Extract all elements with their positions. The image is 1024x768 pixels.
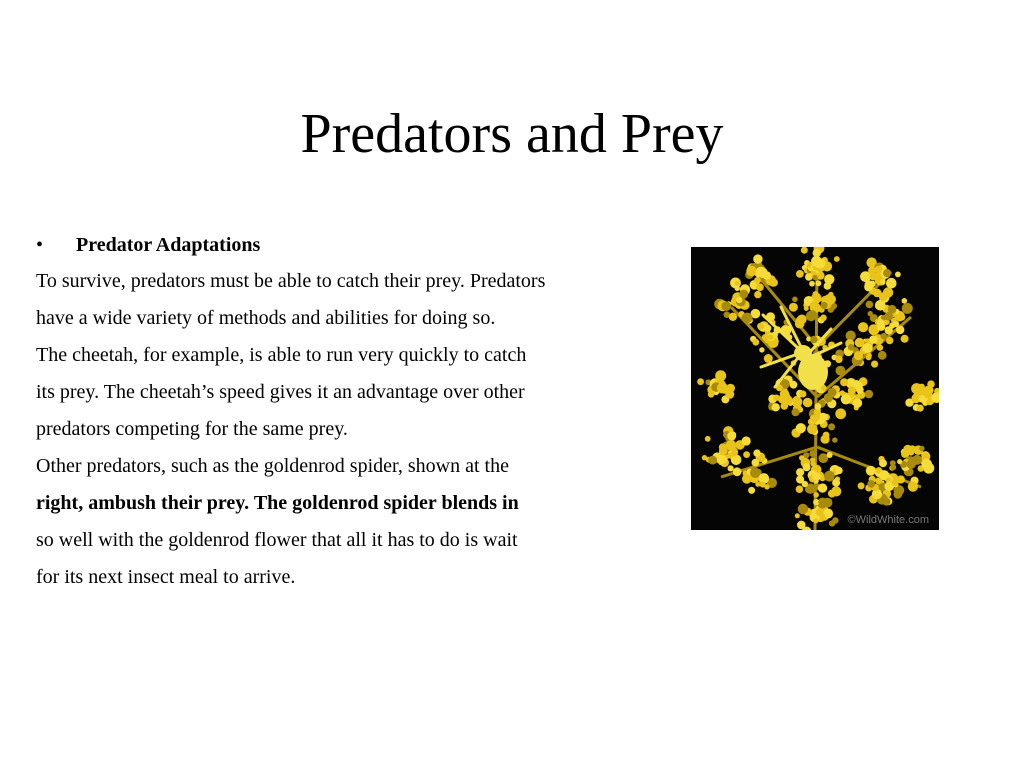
flower-floret — [858, 322, 868, 332]
flower-floret — [883, 269, 891, 277]
flower-floret — [909, 445, 917, 453]
flower-floret — [878, 351, 887, 360]
body-line: To survive, predators must be able to catch their prey. Predators — [36, 270, 546, 292]
body-line: right, ambush their prey. The goldenrod spider blends in — [36, 492, 519, 514]
flower-floret — [708, 391, 715, 398]
flower-floret — [879, 459, 887, 467]
flower-floret — [856, 386, 864, 394]
flower-floret — [772, 403, 780, 411]
flower-floret — [796, 270, 804, 278]
flower-floret — [781, 392, 790, 401]
photo-watermark: ©WildWhite.com — [847, 514, 929, 526]
flower-floret — [893, 490, 902, 499]
flower-floret — [760, 456, 765, 461]
flower-floret — [773, 395, 779, 401]
flower-floret — [828, 423, 835, 430]
flower-floret — [812, 291, 818, 297]
flower-floret — [919, 446, 924, 451]
flower-floret — [883, 287, 893, 297]
flower-floret — [862, 343, 872, 353]
flower-floret — [799, 391, 806, 398]
flower-floret — [798, 504, 808, 514]
flower-floret — [733, 467, 742, 476]
flower-floret — [728, 465, 734, 471]
flower-floret — [917, 405, 924, 412]
flower-floret — [867, 353, 872, 358]
flower-floret — [792, 408, 800, 416]
flower-floret — [877, 319, 884, 326]
flower-floret — [750, 468, 760, 478]
flower-floret — [824, 274, 834, 284]
flower-floret — [829, 520, 835, 526]
flower-floret — [729, 313, 737, 321]
flower-floret — [796, 475, 804, 483]
body-line: have a wide variety of methods and abilities for doing so. — [36, 307, 496, 329]
flower-floret — [895, 272, 901, 278]
flower-floret — [836, 366, 846, 376]
flower-floret — [753, 254, 762, 263]
goldenrod-spider-photo — [691, 247, 939, 530]
bullet-heading: Predator Adaptations — [76, 234, 261, 256]
flower-floret — [754, 291, 761, 298]
flower-floret — [866, 466, 876, 476]
flower-floret — [821, 435, 830, 444]
flower-floret — [818, 483, 827, 492]
flower-floret — [748, 487, 755, 494]
flower-floret — [810, 336, 817, 343]
flower-floret — [742, 474, 752, 484]
flower-floret — [812, 472, 821, 481]
flower-floret — [865, 390, 873, 398]
flower-floret — [832, 479, 840, 487]
flower-floret — [743, 451, 750, 458]
flower-floret — [880, 279, 885, 284]
flower-floret — [922, 459, 933, 470]
flower-floret — [840, 378, 848, 386]
flower-floret — [826, 294, 836, 304]
flower-floret — [796, 423, 806, 433]
flower-floret — [803, 398, 813, 408]
flower-floret — [808, 310, 816, 318]
flower-floret — [718, 459, 724, 465]
body-line: for its next insect meal to arrive. — [36, 566, 296, 588]
flower-floret — [705, 436, 711, 442]
flower-floret — [764, 354, 773, 363]
flower-floret — [815, 403, 822, 410]
flower-floret — [871, 361, 878, 368]
flower-floret — [742, 313, 753, 324]
flower-floret — [868, 311, 873, 316]
flower-floret — [759, 347, 764, 352]
flower-floret — [813, 492, 819, 498]
flower-floret — [832, 437, 837, 442]
flower-floret — [795, 319, 805, 329]
flower-floret — [866, 301, 874, 309]
body-line: Other predators, such as the goldenrod spider, shown at the — [36, 455, 509, 477]
flower-floret — [886, 337, 893, 344]
flower-floret — [764, 325, 771, 332]
flower-floret — [854, 351, 863, 360]
flower-floret — [742, 436, 751, 445]
flower-floret — [864, 283, 873, 292]
flower-floret — [736, 297, 742, 303]
goldenrod-spider-illustration — [691, 247, 939, 530]
flower-floret — [697, 378, 704, 385]
flower-floret — [726, 440, 737, 451]
flower-floret — [890, 464, 896, 470]
flower-floret — [834, 256, 840, 262]
flower-floret — [809, 281, 815, 287]
flower-floret — [752, 339, 759, 346]
flower-floret — [848, 386, 856, 394]
flower-floret — [828, 388, 837, 397]
flower-floret — [810, 457, 815, 462]
flower-floret — [919, 395, 926, 402]
flower-floret — [911, 383, 922, 394]
flower-floret — [708, 456, 717, 465]
body-line: its prey. The cheetah’s speed gives it an advantage over other — [36, 381, 525, 403]
flower-floret — [835, 467, 843, 475]
flower-floret — [789, 303, 798, 312]
flower-floret — [896, 326, 905, 335]
flower-floret — [820, 302, 827, 309]
flower-floret — [702, 455, 707, 460]
bullet-symbol: • — [36, 234, 44, 256]
flower-floret — [882, 498, 890, 506]
flower-floret — [868, 267, 876, 275]
flower-floret — [881, 333, 887, 339]
flower-floret — [818, 498, 826, 506]
flower-floret — [727, 432, 736, 441]
flower-floret — [908, 482, 918, 492]
flower-floret — [875, 477, 882, 484]
flower-floret — [867, 480, 875, 488]
bullet-heading-row — [36, 228, 260, 262]
flower-floret — [801, 247, 808, 254]
flower-floret — [715, 370, 726, 381]
flower-floret — [902, 303, 913, 314]
flower-floret — [770, 279, 778, 287]
flower-floret — [820, 315, 827, 322]
flower-floret — [885, 326, 893, 334]
flower-floret — [812, 275, 817, 280]
flower-floret — [796, 468, 804, 476]
flower-floret — [899, 314, 906, 321]
flower-floret — [897, 459, 902, 464]
flower-floret — [892, 479, 899, 486]
flower-floret — [795, 513, 800, 518]
flower-floret — [807, 298, 813, 304]
flower-floret — [884, 312, 893, 321]
flower-floret — [835, 356, 843, 364]
flower-floret — [717, 383, 728, 394]
flower-floret — [810, 415, 818, 423]
flower-floret — [760, 482, 766, 488]
flower-floret — [796, 485, 804, 493]
flower-floret — [792, 297, 798, 303]
flower-floret — [768, 335, 773, 340]
flower-floret — [805, 273, 813, 281]
flower-floret — [735, 281, 740, 286]
flower-floret — [875, 304, 881, 310]
body-line: so well with the goldenrod flower that all it has to do is wait — [36, 529, 518, 551]
body-line: predators competing for the same prey. — [36, 418, 348, 440]
flower-floret — [886, 278, 897, 289]
flower-floret — [858, 482, 865, 489]
flower-floret — [827, 452, 833, 458]
flower-floret — [719, 447, 728, 456]
flower-floret — [912, 455, 922, 465]
flower-floret — [831, 486, 841, 496]
flower-floret — [799, 455, 805, 461]
flower-floret — [754, 277, 761, 284]
flower-floret — [803, 463, 811, 471]
flower-floret — [753, 449, 760, 456]
flower-floret — [763, 337, 768, 342]
flower-floret — [846, 331, 856, 341]
body-text — [36, 263, 696, 596]
flower-floret — [815, 260, 823, 268]
flower-floret — [752, 459, 760, 467]
flower-floret — [840, 390, 846, 396]
flower-floret — [755, 482, 760, 487]
flower-floret — [869, 335, 878, 344]
flower-floret — [901, 335, 909, 343]
flower-floret — [816, 280, 822, 286]
flower-floret — [848, 344, 855, 351]
flower-floret — [721, 301, 731, 311]
flower-floret — [757, 267, 768, 278]
body-line: The cheetah, for example, is able to run very quickly to catch — [36, 344, 527, 366]
slide-title: Predators and Prey — [300, 103, 724, 165]
flower-floret — [757, 323, 764, 330]
flower-floret — [835, 408, 846, 419]
flower-floret — [902, 298, 908, 304]
flower-floret — [756, 283, 764, 291]
flower-floret — [807, 424, 817, 434]
flower-floret — [824, 471, 835, 482]
flower-floret — [813, 518, 818, 523]
flower-floret — [877, 344, 883, 350]
flower-floret — [853, 398, 862, 407]
flower-floret — [809, 450, 816, 457]
